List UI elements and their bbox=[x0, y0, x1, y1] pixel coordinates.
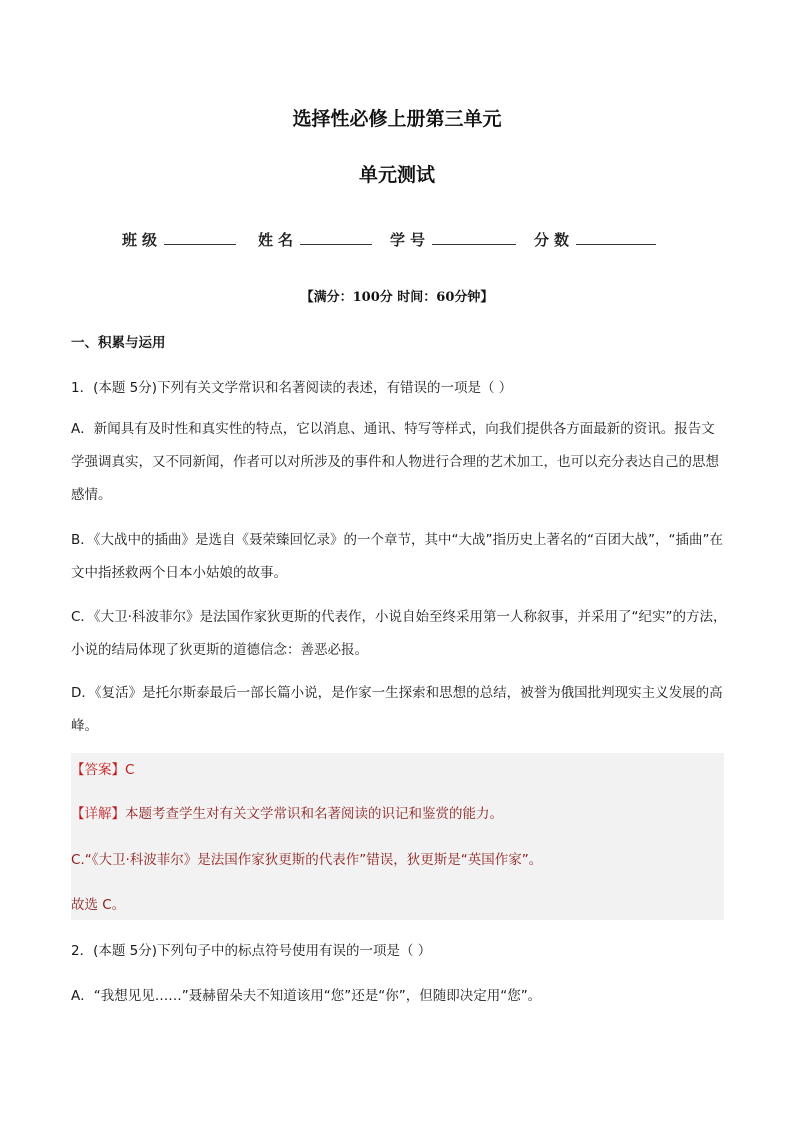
answer-box bbox=[71, 753, 724, 920]
detail-tag: 【详解】 bbox=[71, 806, 125, 822]
score-label: 分数 bbox=[534, 231, 575, 249]
name-label: 姓名 bbox=[258, 231, 299, 249]
exam-title: 选择性必修上册第三单元 bbox=[292, 108, 502, 130]
score-blank bbox=[576, 243, 656, 245]
exam-subtitle: 单元测试 bbox=[358, 164, 435, 186]
student-info-row bbox=[122, 226, 656, 250]
answer-tag: 【答案】 bbox=[71, 762, 125, 778]
question-1-option-c: C．《大卫·科波菲尔》是法国作家狄更斯的代表作，小说自始至终采用第一人称叙事，并采用了“纪实”的方法，小说的结局体现了狄更斯的道德信念：善恶必报。 bbox=[71, 609, 727, 658]
answer-value: C bbox=[125, 762, 135, 778]
question-2-option-a: A．“我想见见……”聂赫留朵夫不知道该用“您”还是“你”，但随即决定用“您”。 bbox=[71, 988, 542, 1004]
section-heading: 一、积累与运用 bbox=[71, 335, 166, 351]
detail-text: 本题考查学生对有关文学常识和名著阅读的识记和鉴赏的能力。 bbox=[125, 806, 503, 822]
conclusion-line: 故选 C。 bbox=[71, 897, 126, 913]
question-1-stem: 1．(本题 5分)下列有关文学常识和名著阅读的表述，有错误的一项是（ ） bbox=[71, 380, 513, 396]
score-time-info: 【满分：100分 时间：60分钟】 bbox=[300, 290, 494, 305]
student-id-label: 学号 bbox=[390, 231, 431, 249]
question-2-stem: 2．(本题 5分)下列句子中的标点符号使用有误的一项是（ ） bbox=[71, 943, 432, 959]
student-id-blank bbox=[432, 243, 516, 245]
question-1-option-a: A．新闻具有及时性和真实性的特点，它以消息、通讯、特写等样式，向我们提供各方面最新的资讯。报告文学强调真实，又不同新闻，作者可以对所涉及的事件和人物进行合理的艺术加工，也可以充分表达自己的思想感情。 bbox=[71, 421, 719, 503]
name-blank bbox=[300, 243, 372, 245]
class-blank bbox=[164, 243, 236, 245]
class-label: 班级 bbox=[122, 231, 163, 249]
question-1-option-b: B．《大战中的插曲》是选自《聂荣臻回忆录》的一个章节，其中“大战”指历史上著名的“百团大战”，“插曲”在文中指拯救两个日本小姑娘的故事。 bbox=[71, 532, 723, 581]
answer-line bbox=[71, 760, 134, 780]
question-1-option-d: D．《复活》是托尔斯泰最后一部长篇小说，是作家一生探索和思想的总结，被誉为俄国批判现实主义发展的高峰。 bbox=[71, 685, 723, 734]
explanation-line: C.“《大卫·科波菲尔》是法国作家狄更斯的代表作”错误，狄更斯是“英国作家”。 bbox=[71, 852, 543, 868]
detail-line bbox=[71, 804, 503, 824]
